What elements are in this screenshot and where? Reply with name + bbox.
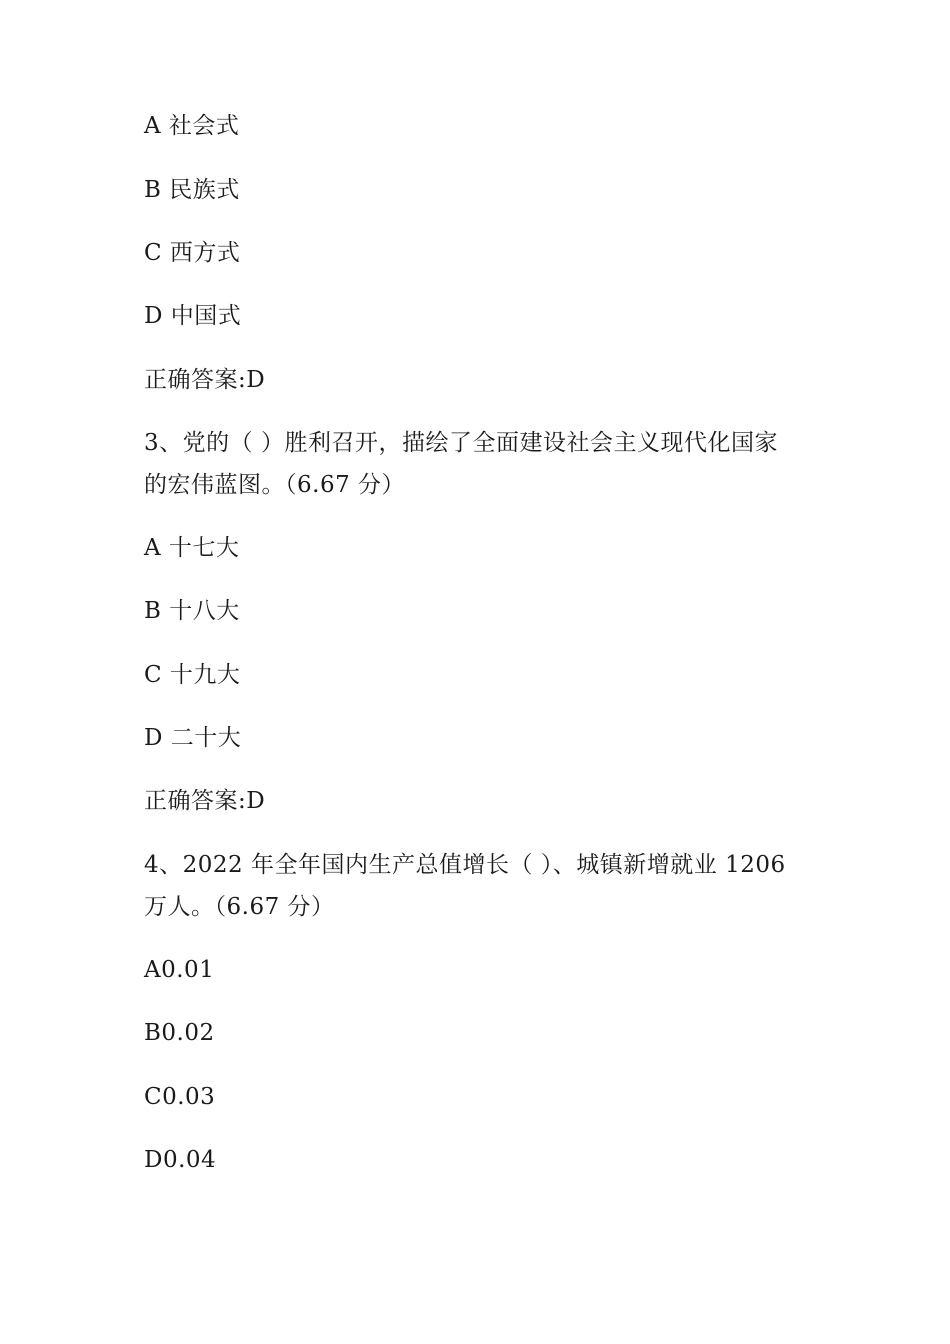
q3-answer: 正确答案:D bbox=[144, 788, 266, 814]
q3-stem-line1: 3、党的（ ）胜利召开，描绘了全面建设社会主义现代化国家 bbox=[144, 430, 778, 456]
q4-option-d: D0.04 bbox=[144, 1147, 217, 1173]
q2-option-a: A 社会式 bbox=[144, 113, 240, 139]
q2-option-b: B 民族式 bbox=[144, 177, 240, 203]
q3-option-d: D 二十大 bbox=[144, 725, 242, 751]
q4-option-b: B0.02 bbox=[144, 1020, 215, 1046]
q3-option-b: B 十八大 bbox=[144, 598, 240, 624]
q4-option-a: A0.01 bbox=[144, 957, 215, 983]
q3-stem-line2: 的宏伟蓝图。（6.67 分） bbox=[144, 472, 406, 498]
q3-option-c: C 十九大 bbox=[144, 662, 241, 688]
q4-option-c: C0.03 bbox=[144, 1084, 216, 1110]
q4-stem-line2: 万人。（6.67 分） bbox=[144, 894, 335, 920]
q2-answer: 正确答案:D bbox=[144, 367, 266, 393]
q2-option-d: D 中国式 bbox=[144, 303, 242, 329]
q2-option-c: C 西方式 bbox=[144, 240, 241, 266]
q3-option-a: A 十七大 bbox=[144, 535, 240, 561]
q4-stem-line1: 4、2022 年全年国内生产总值增长（ ）、城镇新增就业 1206 bbox=[144, 852, 786, 878]
